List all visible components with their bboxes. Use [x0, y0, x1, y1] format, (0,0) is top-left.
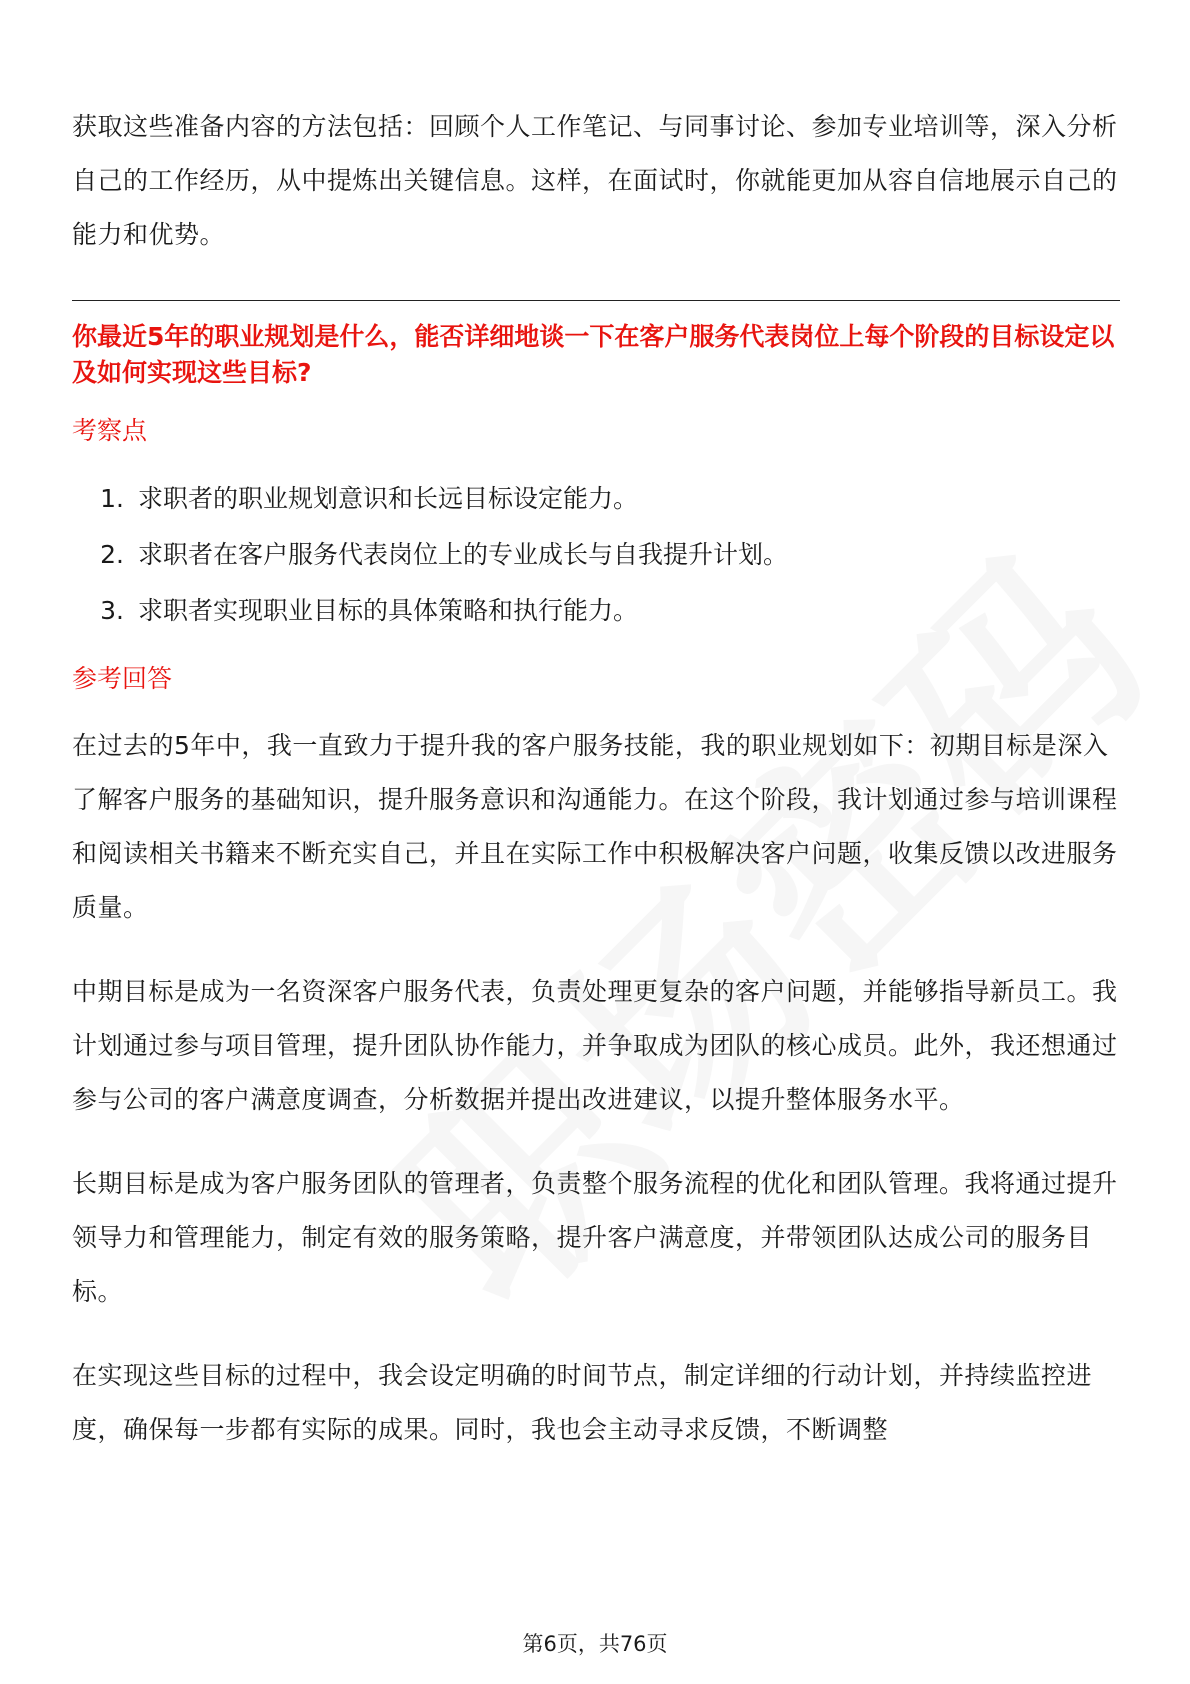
list-item-text: 求职者的职业规划意识和长远目标设定能力。 [138, 484, 639, 513]
answer-heading: 参考回答 [72, 664, 173, 693]
intro-paragraph: 获取这些准备内容的方法包括：回顾个人工作笔记、与同事讨论、参加专业培训等，深入分析自己的工作经历，从中提炼出关键信息。这样，在面试时，你就能更加从容自信地展示自己的能力和优势。 [72, 112, 1118, 249]
list-item-text: 求职者在客户服务代表岗位上的专业成长与自我提升计划。 [138, 540, 789, 569]
section-divider [72, 300, 1120, 301]
list-item [72, 527, 1120, 583]
answer-paragraph: 中期目标是成为一名资深客户服务代表，负责处理更复杂的客户问题，并能够指导新员工。我计划通过参与项目管理，提升团队协作能力，并争取成为团队的核心成员。此外，我还想通过参与公司的客户满意度调查，分析数据并提出改进建议，以提升整体服务水平。 [72, 977, 1118, 1114]
list-number: 3. [100, 596, 124, 625]
list-item [72, 583, 1120, 639]
list-number: 1. [100, 484, 124, 513]
answer-paragraph: 长期目标是成为客户服务团队的管理者，负责整个服务流程的优化和团队管理。我将通过提升领导力和管理能力，制定有效的服务策略，提升客户满意度，并带领团队达成公司的服务目标。 [72, 1169, 1118, 1306]
page-number: 第6页，共76页 [522, 1632, 668, 1656]
page-content [72, 100, 1120, 1487]
list-item [72, 471, 1120, 527]
answer-paragraph: 在过去的5年中，我一直致力于提升我的客户服务技能，我的职业规划如下：初期目标是深入了解客户服务的基础知识，提升服务意识和沟通能力。在这个阶段，我计划通过参与培训课程和阅读相关书籍来不断充实自己，并且在实际工作中积极解决客户问题，收集反馈以改进服务质量。 [72, 731, 1118, 922]
list-number: 2. [100, 540, 124, 569]
assessment-list [72, 471, 1120, 639]
answer-paragraph: 在实现这些目标的过程中，我会设定明确的时间节点，制定详细的行动计划，并持续监控进度，确保每一步都有实际的成果。同时，我也会主动寻求反馈，不断调整 [72, 1361, 1093, 1444]
interview-question: 你最近5年的职业规划是什么，能否详细地谈一下在客户服务代表岗位上每个阶段的目标设定以及如何实现这些目标? [72, 322, 1115, 387]
assessment-heading: 考察点 [72, 416, 148, 445]
list-item-text: 求职者实现职业目标的具体策略和执行能力。 [138, 596, 639, 625]
